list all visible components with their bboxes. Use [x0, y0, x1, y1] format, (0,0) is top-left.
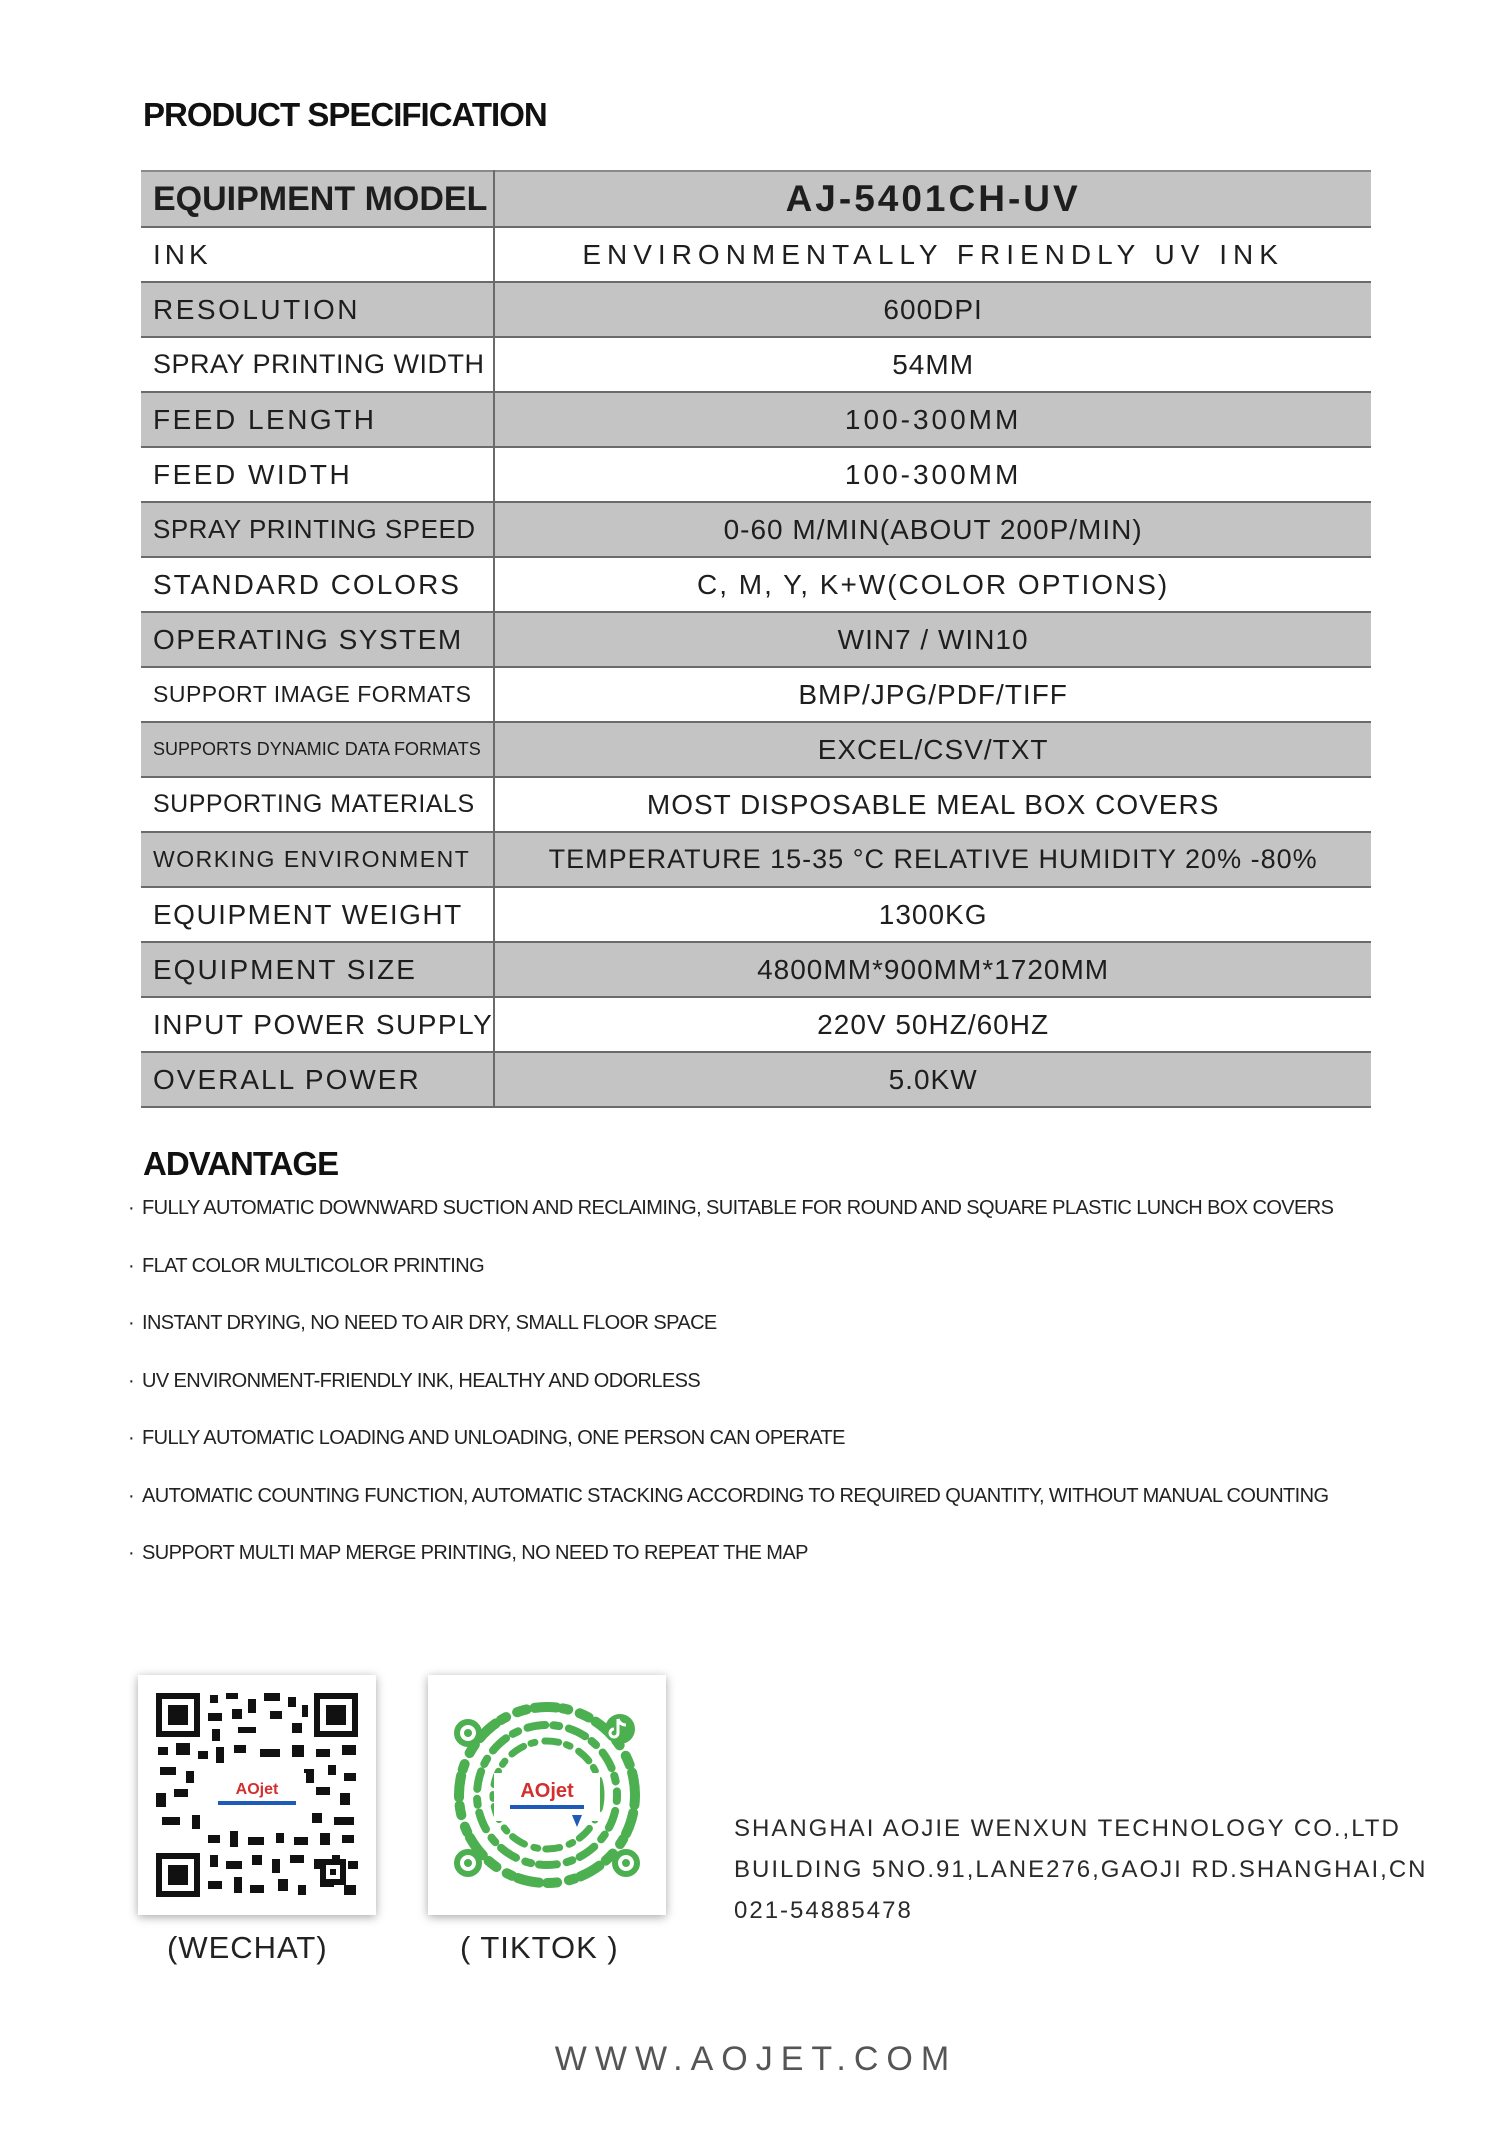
spec-value: BMP/JPG/PDF/TIFF [494, 667, 1371, 722]
spec-value: 600DPI [494, 282, 1371, 337]
bullet-icon: · [128, 1542, 135, 1564]
tiktok-qr-code[interactable] [428, 1675, 666, 1915]
spec-row [141, 282, 1371, 337]
spec-label: SPRAY PRINTING WIDTH [141, 337, 494, 392]
advantage-text: UV ENVIRONMENT-FRIENDLY INK, HEALTHY AND ODORLESS [142, 1369, 701, 1392]
logo-text: AOjet [235, 1781, 279, 1798]
company-phone: 021-54885478 [734, 1897, 913, 1924]
spec-value: C, M, Y, K+W(COLOR OPTIONS) [494, 557, 1371, 612]
spec-label: FEED LENGTH [141, 392, 494, 447]
spec-label: WORKING ENVIRONMENT [141, 832, 494, 887]
logo-text: AOjet [520, 1780, 574, 1802]
spec-value: 4800MM*900MM*1720MM [494, 942, 1371, 997]
spec-row [141, 171, 1371, 227]
spec-row [141, 777, 1371, 832]
bullet-icon: · [128, 1484, 135, 1507]
spec-row [141, 887, 1371, 942]
advantage-text: FULLY AUTOMATIC DOWNWARD SUCTION AND RECLAIMING, SUITABLE FOR ROUND AND SQUARE PLASTIC LUNCH BOX COVERS [142, 1197, 1334, 1219]
company-info [734, 1808, 1428, 1931]
spec-row [141, 1052, 1371, 1107]
bullet-icon: · [128, 1369, 135, 1392]
spec-row [141, 722, 1371, 777]
wechat-caption: (WECHAT) [167, 1930, 328, 1965]
spec-value: 220V 50HZ/60HZ [494, 997, 1371, 1052]
spec-row [141, 832, 1371, 887]
spec-value: AJ-5401CH-UV [494, 171, 1371, 227]
spec-label: INPUT POWER SUPPLY [141, 997, 494, 1052]
spec-label: OPERATING SYSTEM [141, 612, 494, 667]
company-name: SHANGHAI AOJIE WENXUN TECHNOLOGY CO.,LTD [734, 1815, 1401, 1842]
spec-row [141, 392, 1371, 447]
spec-label: EQUIPMENT WEIGHT [141, 887, 494, 942]
spec-label: SUPPORTS DYNAMIC DATA FORMATS [141, 722, 494, 777]
list-item [128, 1197, 1333, 1255]
spec-value: 100-300MM [494, 392, 1371, 447]
spec-label: SUPPORTING MATERIALS [141, 777, 494, 832]
advantage-text: AUTOMATIC COUNTING FUNCTION, AUTOMATIC STACKING ACCORDING TO REQUIRED QUANTITY, WITHOUT MANUAL COUNTING [142, 1484, 1329, 1507]
spec-row [141, 447, 1371, 502]
advantage-list [128, 1197, 1333, 1600]
advantage-title: ADVANTAGE [143, 1145, 339, 1182]
tiktok-caption: ( TIKTOK ) [460, 1930, 619, 1965]
tiktok-qr-icon [442, 1689, 652, 1901]
spec-label: OVERALL POWER [141, 1052, 494, 1107]
wechat-qr-icon [152, 1689, 362, 1901]
spec-row [141, 502, 1371, 557]
spec-value: 5.0KW [494, 1052, 1371, 1107]
list-item [128, 1542, 1333, 1600]
spec-value: 54MM [494, 337, 1371, 392]
advantage-text: FULLY AUTOMATIC LOADING AND UNLOADING, ONE PERSON CAN OPERATE [142, 1427, 845, 1449]
spec-row [141, 667, 1371, 722]
spec-value: 100-300MM [494, 447, 1371, 502]
spec-value: MOST DISPOSABLE MEAL BOX COVERS [494, 777, 1371, 832]
advantage-text: SUPPORT MULTI MAP MERGE PRINTING, NO NEED TO REPEAT THE MAP [142, 1542, 808, 1564]
spec-value: ENVIRONMENTALLY FRIENDLY UV INK [494, 227, 1371, 282]
spec-label: EQUIPMENT MODEL [141, 171, 494, 227]
wechat-qr-code[interactable] [138, 1675, 376, 1915]
spec-label: SUPPORT IMAGE FORMATS [141, 667, 494, 722]
bullet-icon: · [128, 1197, 135, 1219]
spec-row [141, 612, 1371, 667]
list-item [128, 1485, 1333, 1543]
list-item [128, 1370, 1333, 1428]
list-item [128, 1427, 1333, 1485]
bullet-icon: · [128, 1254, 135, 1277]
spec-table [141, 170, 1371, 1108]
spec-value: 1300KG [494, 887, 1371, 942]
advantage-text: INSTANT DRYING, NO NEED TO AIR DRY, SMALL FLOOR SPACE [142, 1312, 717, 1334]
company-address: BUILDING 5NO.91,LANE276,GAOJI RD.SHANGHAI,CN [734, 1856, 1428, 1883]
spec-label: INK [141, 227, 494, 282]
spec-label: EQUIPMENT SIZE [141, 942, 494, 997]
bullet-icon: · [128, 1427, 135, 1449]
spec-value: WIN7 / WIN10 [494, 612, 1371, 667]
spec-row [141, 337, 1371, 392]
spec-label: STANDARD COLORS [141, 557, 494, 612]
list-item [128, 1312, 1333, 1370]
website-link[interactable]: WWW.AOJET.COM [554, 2040, 958, 2078]
spec-title: PRODUCT SPECIFICATION [143, 96, 547, 133]
bullet-icon: · [128, 1312, 135, 1334]
spec-label: RESOLUTION [141, 282, 494, 337]
spec-label: FEED WIDTH [141, 447, 494, 502]
advantage-text: FLAT COLOR MULTICOLOR PRINTING [142, 1254, 485, 1277]
spec-value: EXCEL/CSV/TXT [494, 722, 1371, 777]
spec-value: 0-60 M/MIN(ABOUT 200P/MIN) [494, 502, 1371, 557]
list-item [128, 1255, 1333, 1313]
spec-row [141, 227, 1371, 282]
spec-row [141, 997, 1371, 1052]
spec-value: TEMPERATURE 15-35 °C RELATIVE HUMIDITY 20% -80% [494, 832, 1371, 887]
spec-row [141, 557, 1371, 612]
spec-label: SPRAY PRINTING SPEED [141, 502, 494, 557]
spec-row [141, 942, 1371, 997]
